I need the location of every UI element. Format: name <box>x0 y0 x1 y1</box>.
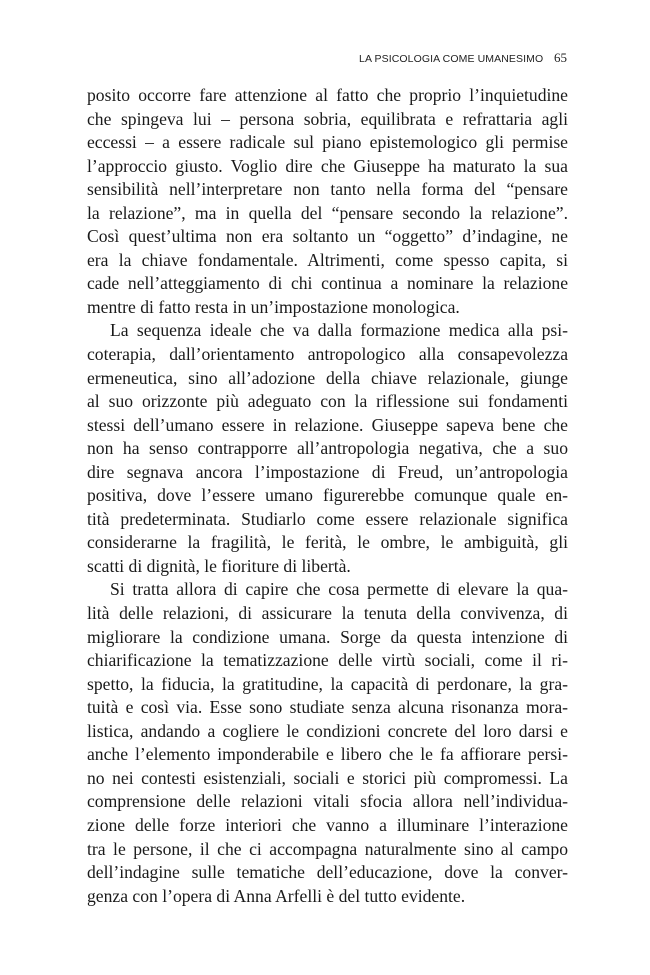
text-line: La sequenza ideale che va dalla formazione medica alla psi- <box>110 320 568 341</box>
text-line: tra le persone, il che ci accompagna naturalmente sino al campo <box>87 838 568 859</box>
text-line: zione delle forze interiori che vanno a illuminare l’interazione <box>87 814 568 835</box>
page-number: 65 <box>554 50 567 65</box>
text-line: cade nell’atteggiamento di chi continua a nominare la relazione <box>87 273 568 294</box>
text-line: che spingeva lui – persona sobria, equilibrata e refrattaria agli <box>87 108 568 129</box>
text-line: Così quest’ultima non era soltanto un “oggetto” d’indagine, ne <box>87 226 568 247</box>
text-line: posito occorre fare attenzione al fatto che proprio l’inquietudine <box>87 85 568 105</box>
paragraph <box>87 84 568 319</box>
text-line: ermeneutica, sino all’adozione della chiave relazionale, giunge <box>87 367 568 388</box>
text-line: lità delle relazioni, di assicurare la tenuta della convivenza, di <box>87 603 568 624</box>
text-line: listica, andando a cogliere le condizioni concrete del loro darsi e <box>87 720 568 741</box>
running-head <box>359 50 567 66</box>
text-line: positiva, dove l’essere umano figurerebbe comunque quale en- <box>87 485 568 506</box>
text-line: spetto, la fiducia, la gratitudine, la capacità di perdonare, la gra- <box>87 673 568 694</box>
text-line: dire segnava ancora l’impostazione di Freud, un’antropologia <box>87 461 568 482</box>
text-line: scatti di dignità, le fioriture di libertà. <box>87 555 351 576</box>
text-line: la relazione”, ma in quella del “pensare secondo la relazione”. <box>87 202 568 223</box>
text-line: no nei contesti esistenziali, sociali e storici più compromessi. La <box>87 767 568 788</box>
text-line: al suo orizzonte più adeguato con la riflessione sui fondamenti <box>87 391 568 412</box>
paragraph <box>87 319 568 578</box>
text-line: era la chiave fondamentale. Altrimenti, come spesso capita, si <box>87 249 568 270</box>
text-line: Si tratta allora di capire che cosa permette di elevare la qua- <box>110 579 568 600</box>
text-line: tità predeterminata. Studiarlo come essere relazionale significa <box>87 508 568 529</box>
text-line: non ha senso contrapporre all’antropologia negativa, che a suo <box>87 438 568 459</box>
text-line: chiarificazione la tematizzazione delle virtù sociali, come il ri- <box>87 650 568 671</box>
text-line: sensibilità nell’interpretare non tanto nella forma del “pensare <box>87 179 568 200</box>
text-line: stessi dell’umano essere in relazione. Giuseppe sapeva bene che <box>87 414 568 435</box>
text-line: considerarne la fragilità, le ferità, le ombre, le ambiguità, gli <box>87 532 568 553</box>
paragraph <box>87 578 568 908</box>
text-line: l’approccio giusto. Voglio dire che Giuseppe ha maturato la sua <box>87 155 568 176</box>
text-line: dell’indagine sulle tematiche dell’educazione, dove la conver- <box>87 862 568 883</box>
text-line: migliorare la condizione umana. Sorge da questa intenzione di <box>87 626 568 647</box>
text-line: anche l’elemento imponderabile e libero che le fa affiorare persi- <box>87 744 568 765</box>
running-title: LA PSICOLOGIA COME UMANESIMO <box>359 53 544 65</box>
text-line: genza con l’opera di Anna Arfelli è del tutto evidente. <box>87 885 466 906</box>
text-line: tuità e così via. Esse sono studiate senza alcuna risonanza mora- <box>87 697 568 718</box>
text-line: coterapia, dall’orientamento antropologico alla consapevolezza <box>87 344 568 365</box>
text-line: comprensione delle relazioni vitali sfocia allora nell’individua- <box>87 791 568 812</box>
text-line: eccessi – a essere radicale sul piano epistemologico gli permise <box>87 132 568 153</box>
body-text <box>87 84 568 908</box>
text-line: mentre di fatto resta in un’impostazione monologica. <box>87 296 460 317</box>
